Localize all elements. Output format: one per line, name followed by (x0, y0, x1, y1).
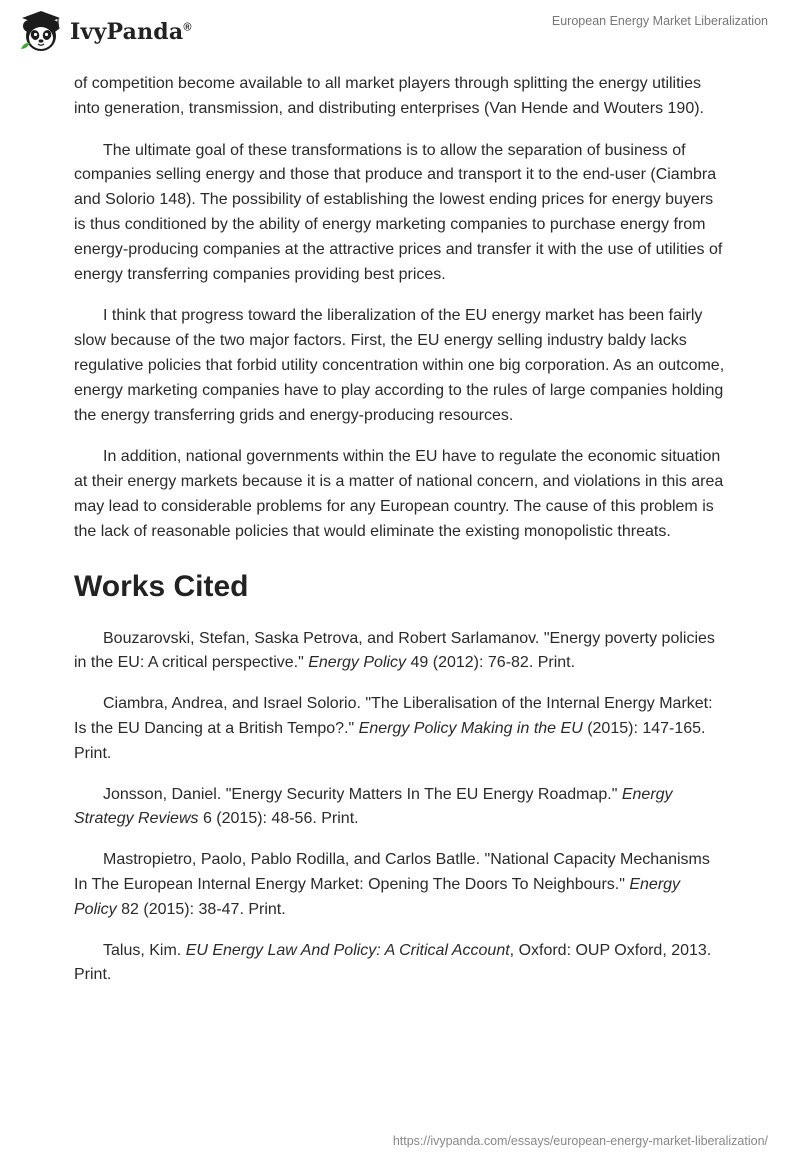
body-paragraph: I think that progress toward the liberalization of the EU energy market has been fairly slow because of the two major factors. First, the EU energy selling industry baldy lacks regulative policies that forbid utility concentration within one big corporation. As an outcome, energy marketing companies have to play according to the rules of large companies holding the energy transferring grids and energy-producing resources. (74, 307, 725, 424)
essay-content (74, 72, 726, 1004)
brand-name: IvyPanda® (70, 19, 192, 45)
citation-source-title: Energy Policy (74, 875, 681, 918)
registered-mark: ® (183, 21, 192, 34)
body-paragraph: The ultimate goal of these transformations is to allow the separation of business of companies selling energy and those that produce and transport it to the end-user (Ciambra and Solorio 148). The possibility of establishing the lowest ending prices for energy buyers is thus conditioned by the ability of energy marketing companies to purchase energy from energy-producing companies at the attractive prices and transfer it with the use of utilities of energy transferring companies providing best prices. (74, 141, 723, 283)
source-url-link[interactable]: https://ivypanda.com/essays/european-energy-market-liberalization/ (392, 1134, 768, 1148)
works-cited-heading: Works Cited (74, 569, 249, 603)
page-header (0, 0, 800, 70)
citation-entry: Bouzarovski, Stefan, Saska Petrova, and Robert Sarlamanov. "Energy poverty policies in the EU: A critical perspective." Energy Policy 49 (2012): 76-82. Print. (74, 629, 715, 672)
citation-entry: Mastropietro, Paolo, Pablo Rodilla, and Carlos Batlle. "National Capacity Mechanisms In The European Internal Energy Market: Opening The Doors To Neighbours." Energy Policy 82 (2015): 38-47. Print. (74, 851, 710, 918)
citation-source-title: Energy Policy (308, 654, 407, 672)
citation-entry: Ciambra, Andrea, and Israel Solorio. "The Liberalisation of the Internal Energy Market: Is the EU Dancing at a British Tempo?." Energy Policy Making in the EU (2015): 147-165. Print. (74, 695, 713, 762)
citation-entry: Talus, Kim. EU Energy Law And Policy: A Critical Account, Oxford: OUP Oxford, 2013. Print. (74, 941, 712, 984)
citation-source-title: EU Energy Law And Policy: A Critical Account (185, 941, 510, 959)
citation-entry: Jonsson, Daniel. "Energy Security Matters In The EU Energy Roadmap." Energy Strategy Reviews 6 (2015): 48-56. Print. (74, 785, 673, 828)
body-paragraph: In addition, national governments within the EU have to regulate the economic situation at their energy markets because it is a matter of national concern, and violations in this area may lead to considerable problems for any European country. The cause of this problem is the lack of reasonable policies that would eliminate the existing monopolistic threats. (74, 448, 724, 540)
ivypanda-logo[interactable] (18, 8, 192, 56)
panda-graduate-icon (18, 9, 64, 55)
citation-source-title: Energy Strategy Reviews (74, 785, 673, 828)
citation-source-title: Energy Policy Making in the EU (358, 719, 583, 737)
document-title: European Energy Market Liberalization (551, 14, 768, 28)
body-paragraph: of competition become available to all market players through splitting the energy utilities into generation, transmission, and distributing enterprises (Van Hende and Wouters 190). (74, 75, 704, 117)
